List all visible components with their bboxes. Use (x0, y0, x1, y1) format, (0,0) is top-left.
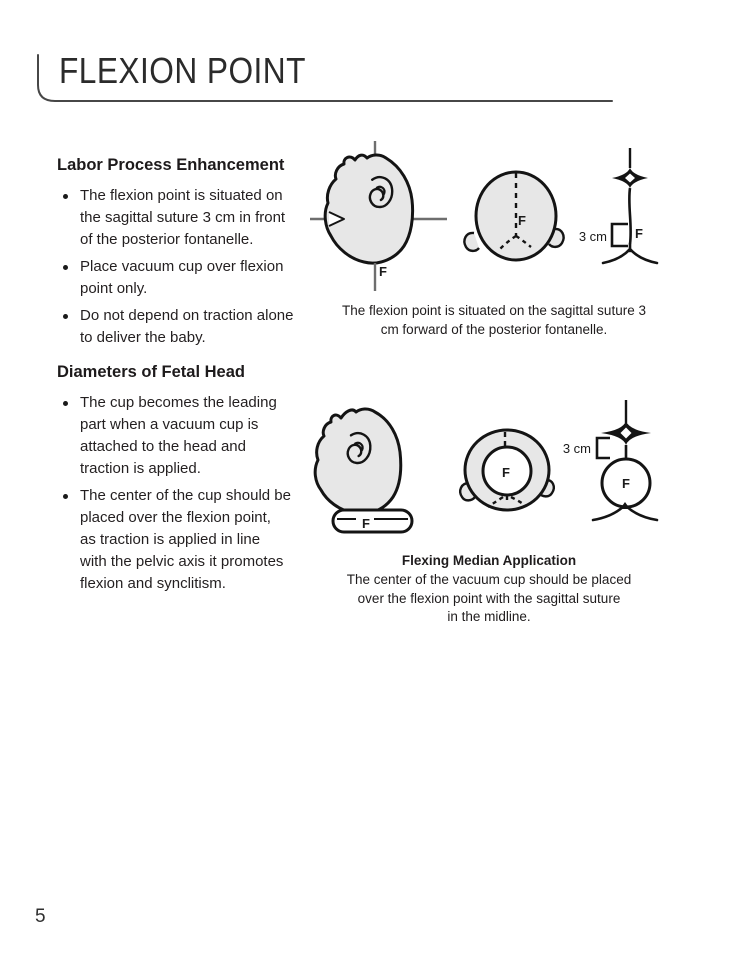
sagittal-suture-diagram (579, 148, 657, 263)
fetal-head-with-cup-lateral-view (315, 409, 412, 532)
section-heading: Labor Process Enhancement (57, 156, 285, 174)
flexion-point-label: F (622, 476, 630, 491)
measurement-bracket (612, 224, 628, 246)
bullet-item (57, 392, 313, 480)
section-labor-process-enhancement (57, 155, 313, 349)
bullet-dot-icon (63, 265, 68, 270)
distance-label: 3 cm (578, 229, 607, 244)
text-column (57, 155, 313, 600)
vacuum-cup (333, 510, 412, 532)
fetal-head-with-cup-vertex-view (460, 430, 554, 510)
flexion-point-label: F (502, 465, 510, 480)
bullet-text: The cup becomes the leading part when a vacuum cup is attached to the head and traction is applied. (80, 394, 277, 477)
bullet-list (57, 185, 313, 349)
ear-icon (464, 233, 479, 251)
distance-label: 3 cm (562, 441, 591, 456)
sagittal-suture-cup-diagram (563, 400, 657, 520)
figure2-caption (308, 552, 670, 627)
figure2-caption-heading: Flexing Median Application (401, 553, 577, 568)
flexion-point-label: F (379, 264, 387, 279)
page-title: FLEXION POINT (59, 50, 306, 91)
section-heading: Diameters of Fetal Head (57, 363, 245, 381)
bullet-text: Place vacuum cup over flexion point only. (80, 258, 284, 297)
bullet-item (57, 185, 313, 251)
bullet-dot-icon (63, 314, 68, 319)
bullet-dot-icon (63, 194, 68, 199)
measurement-bracket (597, 438, 610, 458)
fetal-head-lateral-view (310, 141, 447, 291)
head-outline (325, 155, 412, 263)
flexion-point-label: F (362, 516, 370, 531)
bullet-item (57, 305, 313, 349)
page-number: 5 (35, 906, 46, 927)
suture-line (629, 188, 630, 244)
bullet-item (57, 256, 313, 300)
bullet-text: Do not depend on traction alone to deliver the baby. (80, 307, 294, 346)
flexion-point-label: F (518, 213, 526, 228)
bullet-item (57, 485, 313, 595)
bullet-text: The center of the cup should be placed over the flexion point, as traction is applied in line with the pelvic axis it promotes flexion and synclitism. (80, 487, 291, 592)
bullet-list (57, 392, 313, 595)
head-outline (315, 409, 401, 514)
bullet-text: The flexion point is situated on the sagittal suture 3 cm in front of the posterior fontanelle. (80, 187, 286, 248)
figure2-caption-text: The center of the vacuum cup should be placed over the flexion point with the sagittal suture in the midline. (346, 572, 632, 624)
fetal-head-vertex-view (464, 172, 563, 260)
figure-flexing-median-application (308, 390, 680, 550)
section-diameters-of-fetal-head (57, 362, 313, 595)
flexion-point-label: F (635, 226, 643, 241)
figure-flexion-point-location (308, 140, 680, 298)
bullet-dot-icon (63, 401, 68, 406)
figure1-caption: The flexion point is situated on the sagittal suture 3 cm forward of the posterior fontanelle. (342, 303, 646, 337)
bullet-dot-icon (63, 494, 68, 499)
